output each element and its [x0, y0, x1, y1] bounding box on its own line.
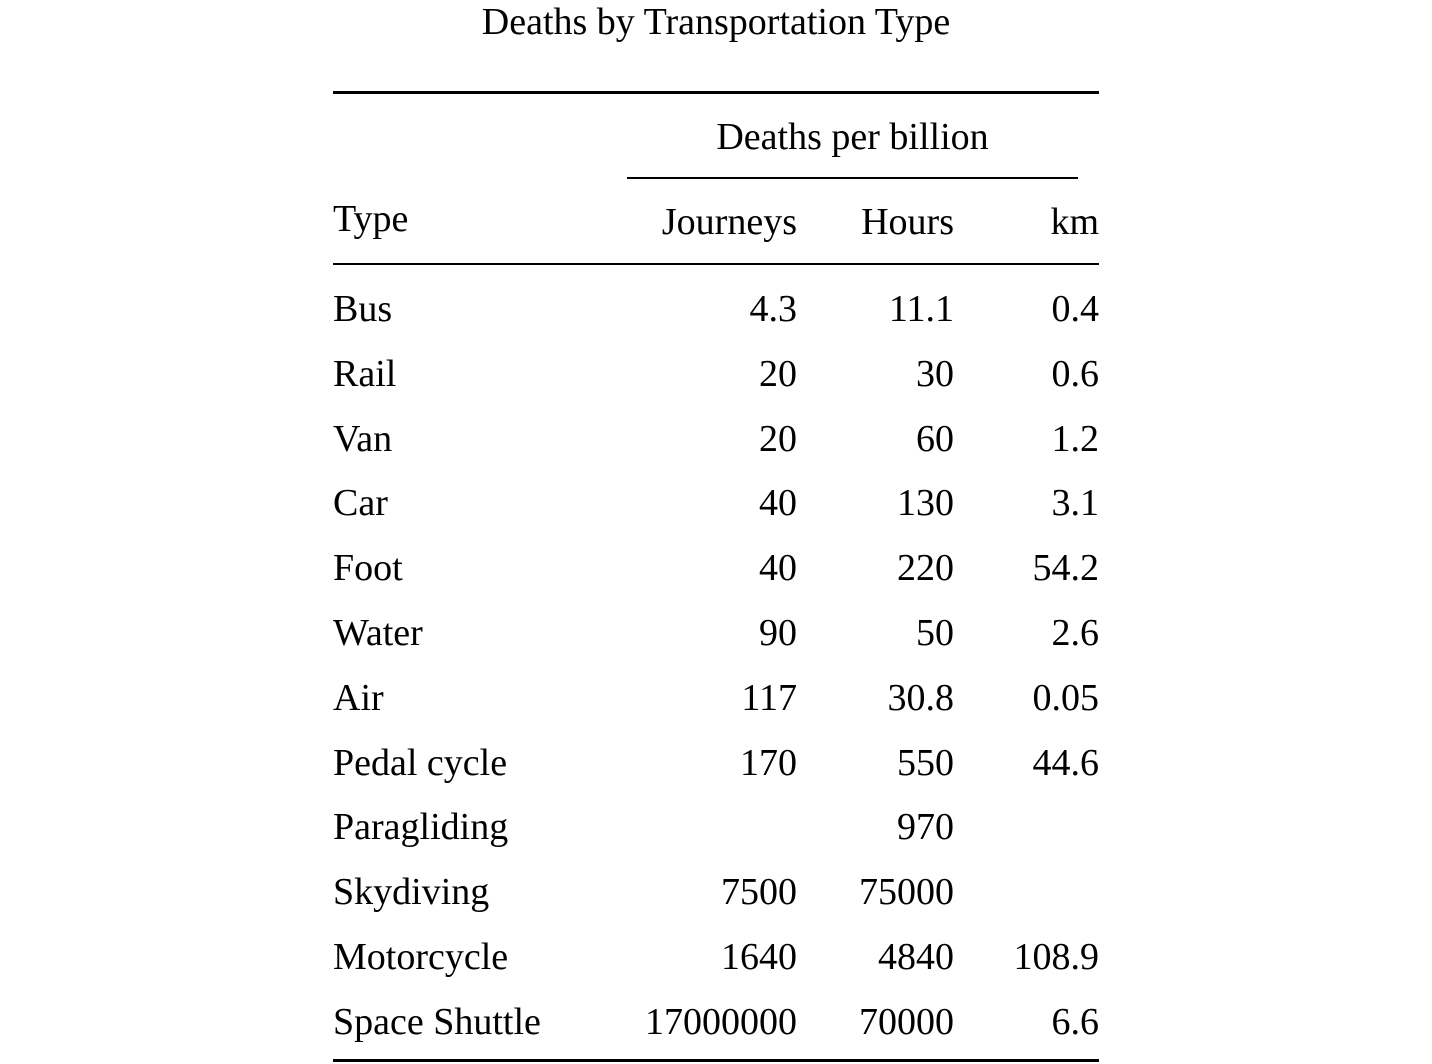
cell-hours: 550 — [897, 741, 954, 784]
cell-hours: 50 — [916, 612, 954, 654]
cell-journeys: 20 — [759, 417, 797, 460]
cell-type: Air — [333, 676, 384, 719]
table-title: Deaths by Transportation Type — [481, 1, 951, 43]
column-header-journeys: Journeys — [661, 201, 797, 243]
cell-hours: 4840 — [878, 936, 954, 978]
cell-km: 44.6 — [1032, 741, 1099, 784]
cell-journeys: 170 — [740, 741, 797, 784]
cell-km: 54.2 — [1032, 547, 1099, 590]
cell-type: Water — [333, 612, 423, 654]
cell-type: Car — [333, 482, 388, 525]
cell-km: 0.05 — [1032, 676, 1099, 719]
group-rule — [627, 177, 1078, 179]
cell-hours: 30.8 — [887, 676, 954, 719]
cell-hours: 130 — [897, 482, 954, 525]
cell-hours: 220 — [897, 547, 954, 590]
cell-journeys: 40 — [759, 547, 797, 590]
cell-km: 2.6 — [1051, 612, 1099, 654]
cell-journeys: 4.3 — [749, 288, 797, 330]
cell-journeys: 117 — [741, 676, 797, 719]
cell-km: 3.1 — [1051, 482, 1099, 525]
cell-hours: 970 — [897, 806, 954, 849]
cell-journeys: 7500 — [721, 871, 797, 914]
cell-hours: 60 — [916, 417, 954, 460]
bottom-rule — [333, 1059, 1099, 1062]
cell-journeys: 20 — [759, 352, 797, 395]
group-header: Deaths per billion — [716, 116, 989, 158]
cell-type: Skydiving — [333, 871, 490, 914]
cell-km: 6.6 — [1051, 1000, 1099, 1043]
cell-hours: 75000 — [859, 871, 954, 914]
cell-km: 1.2 — [1051, 417, 1099, 460]
mid-rule — [333, 263, 1099, 265]
column-header-km: km — [1050, 201, 1099, 243]
cell-journeys: 90 — [759, 612, 797, 654]
cell-km: 0.6 — [1051, 352, 1099, 395]
top-rule — [333, 91, 1099, 94]
cell-type: Motorcycle — [333, 936, 509, 978]
cell-type: Foot — [333, 547, 403, 590]
cell-hours: 70000 — [859, 1000, 954, 1043]
column-header-hours: Hours — [861, 201, 954, 243]
cell-journeys: 1640 — [721, 936, 797, 978]
cell-type: Bus — [333, 288, 393, 330]
cell-type: Rail — [333, 352, 397, 395]
cell-type: Paragliding — [333, 806, 509, 849]
cell-km: 108.9 — [1013, 936, 1099, 978]
cell-km: 0.4 — [1051, 288, 1099, 330]
cell-hours: 11.1 — [888, 288, 954, 330]
cell-journeys: 17000000 — [645, 1000, 797, 1043]
cell-hours: 30 — [916, 352, 954, 395]
column-header-type: Type — [333, 198, 409, 240]
cell-journeys: 40 — [759, 482, 797, 525]
cell-type: Van — [333, 417, 393, 460]
cell-type: Space Shuttle — [333, 1000, 541, 1043]
cell-type: Pedal cycle — [333, 741, 508, 784]
